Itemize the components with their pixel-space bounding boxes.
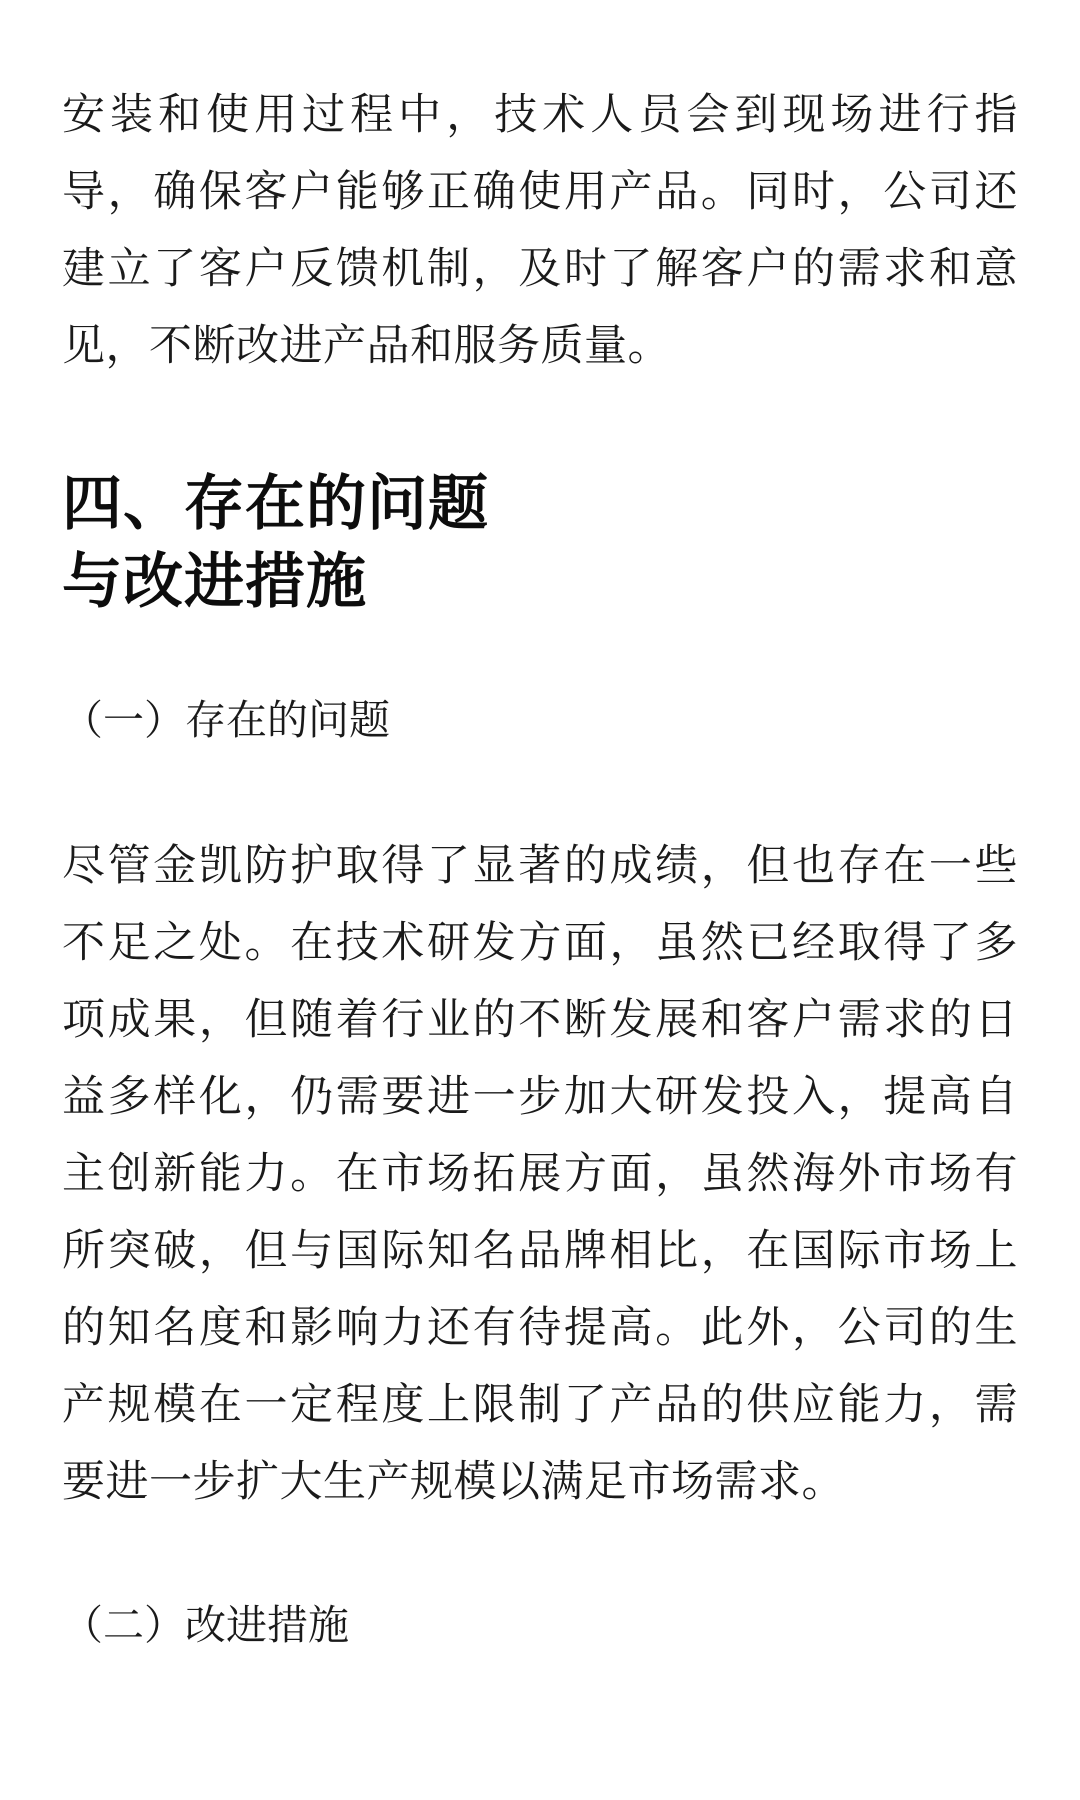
section-title-line-1: 四、存在的问题 [62,469,489,539]
problems-paragraph: 尽管金凯防护取得了显著的成绩，但也存在一些不足之处。在技术研发方面，虽然已经取得了多项成果，但随着行业的不断发展和客户需求的日益多样化，仍需要进一步加大研发投入，提高自主创新能力。在市场拓展方面，虽然海外市场有所突破，但与国际知名品牌相比，在国际市场上的知名度和影响力还有待提高。此外，公司的生产规模在一定程度上限制了产品的供应能力，需要进一步扩大生产规模以满足市场需求。 [62,841,1018,1507]
subsection-title-problems: （一）存在的问题 [62,696,390,744]
section-title [62,465,489,621]
section-title-line-2: 与改进措施 [62,547,367,617]
intro-paragraph: 安装和使用过程中，技术人员会到现场进行指导，确保客户能够正确使用产品。同时，公司还建立了客户反馈机制，及时了解客户的需求和意见，不断改进产品和服务质量。 [62,90,1018,371]
subsection-title-improvements: （二）改进措施 [62,1601,349,1649]
